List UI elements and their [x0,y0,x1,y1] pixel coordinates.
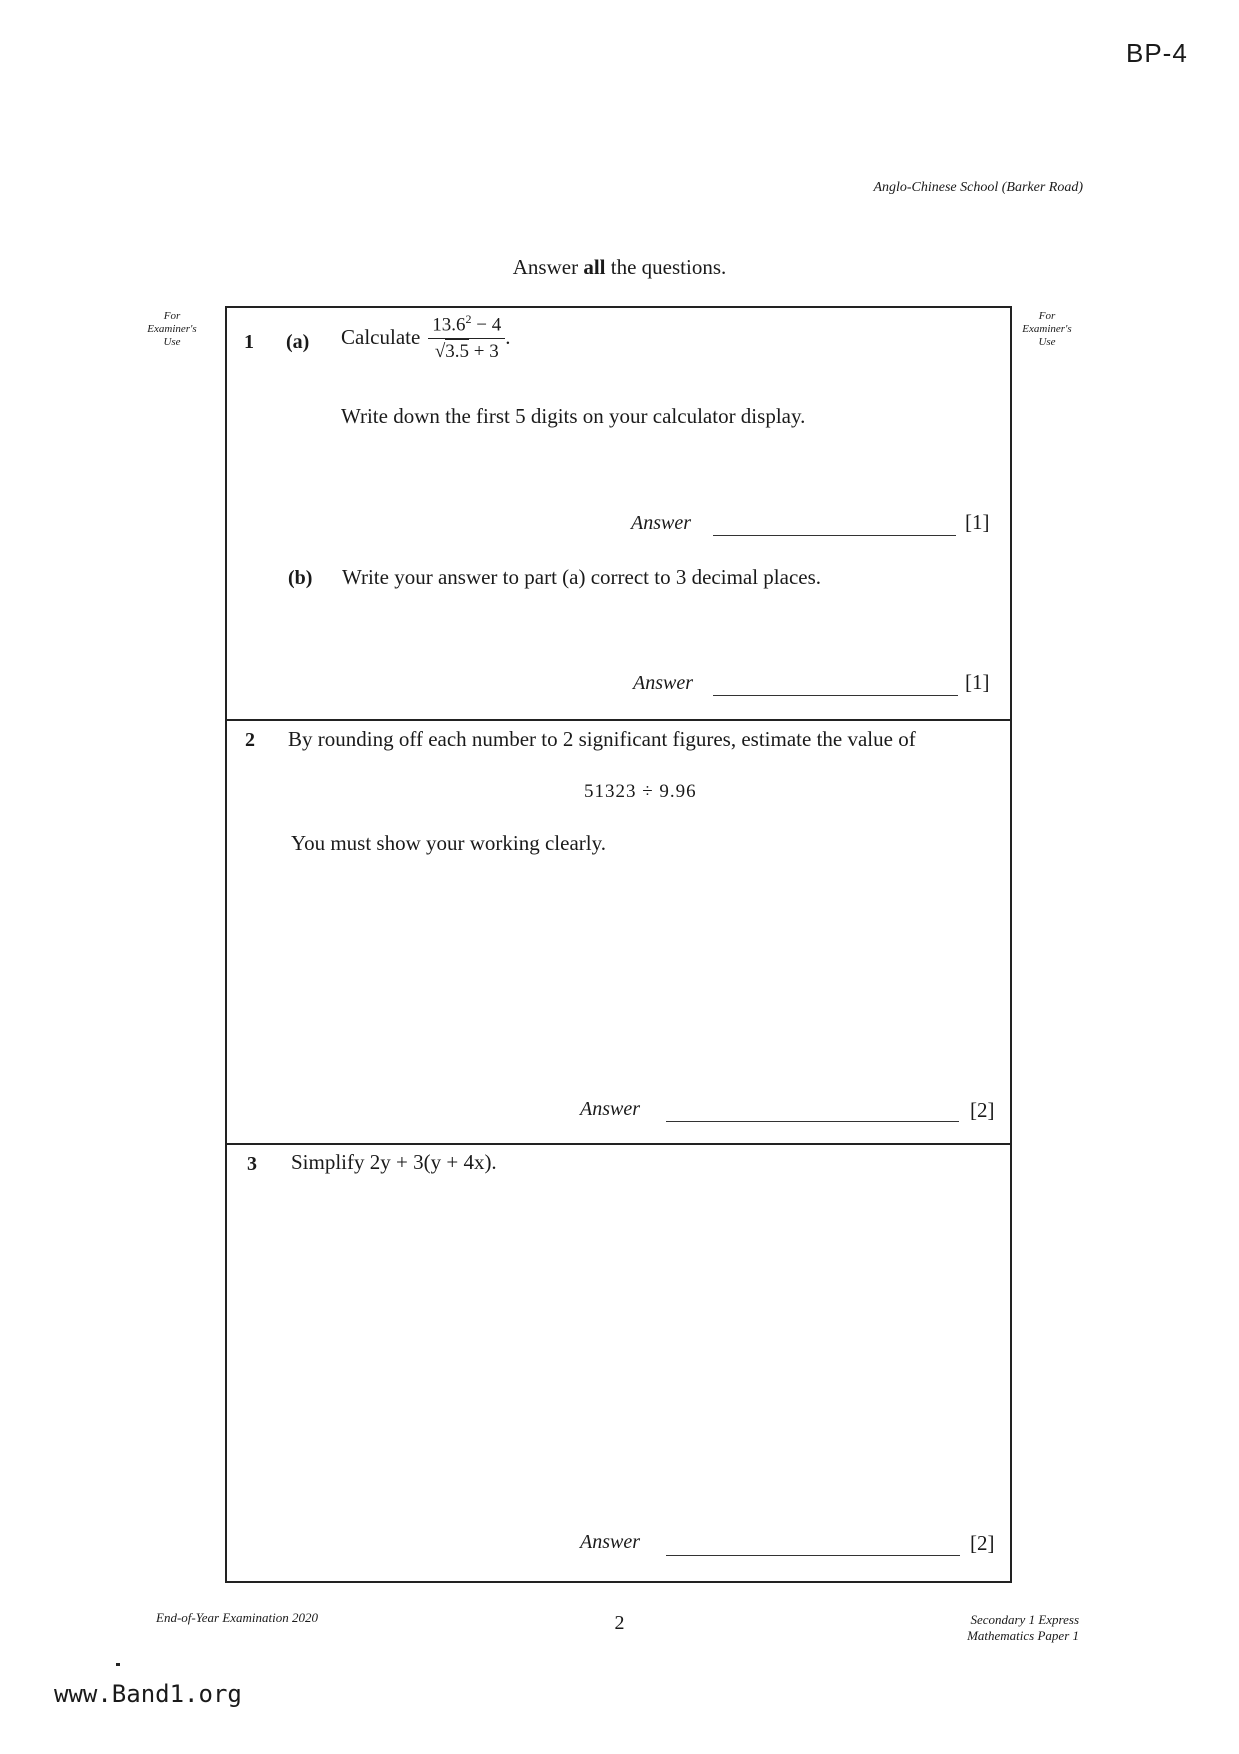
denominator-rest: + 3 [469,341,499,363]
numerator-base: 13.6 [432,314,466,336]
question-frame [225,306,1012,1583]
footer-paper-info [967,1612,1079,1644]
question-1a-answer-line[interactable] [713,535,956,536]
divider-q2-q3 [225,1143,1012,1145]
question-1a-marks: [1] [965,510,990,534]
examiner-use-left-line1: For [163,310,181,322]
question-1b-answer-line[interactable] [713,695,958,696]
divider-q1-q2 [225,719,1012,721]
question-1a-fraction [428,312,505,363]
question-1a-label: (a) [286,331,310,353]
question-3-text: Simplify 2y + 3(y + 4x). [291,1150,497,1174]
footer-level: Secondary 1 Express [970,1612,1079,1627]
question-2-number: 2 [245,729,255,751]
examiner-use-right-line1: For [1038,310,1056,322]
examiner-use-left-line3: Use [163,336,181,348]
question-1b-marks: [1] [965,670,990,694]
instruction-text-2: the questions. [605,255,727,279]
numerator-exponent: 2 [465,312,472,326]
question-2-instruction: You must show your working clearly. [291,831,606,855]
instruction [0,255,1239,280]
fraction-denominator [428,339,505,363]
numerator-rest: − 4 [471,314,502,336]
examiner-use-left [137,310,207,349]
instruction-text-1: Answer [512,255,584,279]
examiner-use-right [1012,310,1082,349]
footer-paper: Mathematics Paper 1 [967,1628,1079,1643]
question-2-marks: [2] [970,1098,995,1122]
question-1-number: 1 [244,331,254,353]
footer-exam: End-of-Year Examination 2020 [156,1610,319,1625]
question-2-text: By rounding off each number to 2 significant figures, estimate the value of [288,727,916,751]
question-1a-prefix: Calculate [341,325,421,350]
examiner-use-left-line2: Examiner's [147,323,197,335]
question-3-marks: [2] [970,1531,995,1555]
question-1b-label: (b) [288,567,313,589]
question-2-expression: 51323 ÷ 9.96 [584,781,697,802]
document-code: BP-4 [1126,38,1188,68]
examiner-use-right-line2: Examiner's [1022,323,1072,335]
question-2-answer-line[interactable] [666,1121,959,1122]
root-argument: 3.5 [445,341,470,363]
examiner-use-right-line3: Use [1038,336,1056,348]
question-3-answer-label: Answer [580,1531,640,1553]
school-name: Anglo-Chinese School (Barker Road) [873,180,1083,195]
question-2-answer-label: Answer [580,1098,640,1120]
website-url[interactable]: www.Band1.org [54,1680,242,1708]
question-1b-answer-label: Answer [633,672,693,694]
question-1b-text: Write your answer to part (a) correct to 3 decimal places. [342,565,822,589]
instruction-bold: all [583,255,606,279]
question-1a-answer-label: Answer [631,512,691,534]
question-3-number: 3 [247,1153,257,1175]
question-1a-instruction: Write down the first 5 digits on your calculator display. [341,404,806,428]
question-1a-suffix: . [505,325,511,350]
page-number: 2 [614,1612,625,1634]
question-1a-prompt [341,312,511,363]
square-root-icon: √ [434,341,446,363]
scan-speck [116,1663,120,1666]
fraction-numerator [428,312,505,339]
question-3-answer-line[interactable] [666,1555,960,1556]
